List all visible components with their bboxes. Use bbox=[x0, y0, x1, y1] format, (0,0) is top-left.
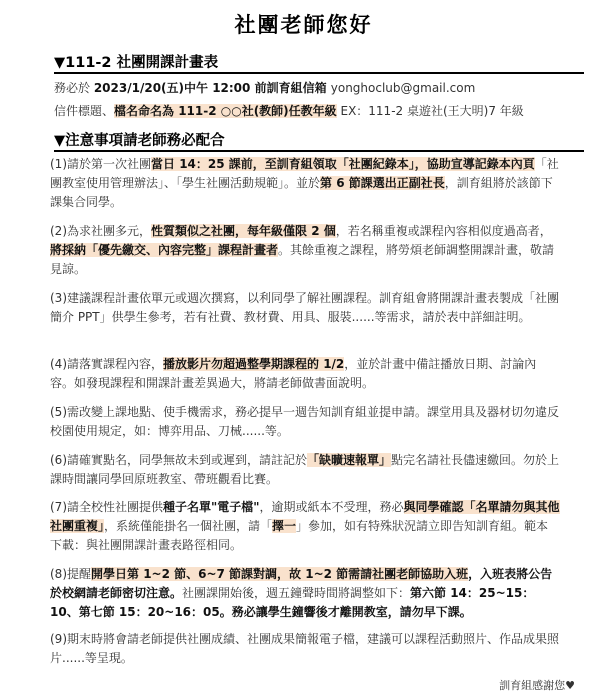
highlighted-text: 「缺曠速報單」 bbox=[307, 453, 392, 467]
note-text bbox=[50, 291, 559, 324]
note-item bbox=[50, 222, 560, 279]
bold-text: 種子名單"電子檔" bbox=[163, 500, 260, 514]
highlighted-text: 性質類似之社團，每年級僅限 2 個 bbox=[151, 224, 336, 238]
subject-example: EX：111-2 桌遊社(王大明)7 年級 bbox=[336, 104, 524, 118]
note-segment: 「社團教室使用管理辦法」、「學生社團活動規範」。並於 bbox=[50, 157, 559, 190]
highlighted-text: 當日 14：25 課前，至訓育組領取「社團紀錄本」，協助宣導記錄本內頁 bbox=[151, 157, 535, 171]
note-item bbox=[50, 565, 560, 622]
note-segment: 」參加，如有特殊狀況請立即告知訓育組。範本下載：與社團開課計畫表路徑相同。 bbox=[50, 519, 549, 552]
note-item bbox=[50, 630, 560, 668]
note-segment: ，系統僅能掛名一個社團，請「 bbox=[104, 519, 273, 533]
deadline-middle: 前訓育組信箱 bbox=[250, 81, 331, 95]
subject-naming-rule: 檔名命名為 111-2 ○○社(教師)任教年級 bbox=[114, 104, 337, 118]
note-text bbox=[50, 157, 559, 209]
email-address: yonghoclub@gmail.com bbox=[330, 81, 476, 95]
highlighted-text: 擇一 bbox=[272, 519, 297, 533]
section-heading-notes: ▼注意事項請老師務必配合 bbox=[54, 133, 225, 149]
deadline-date: 2023/1/20(五)中午 12:00 bbox=[93, 81, 251, 95]
note-segment: 請全校性社團提供 bbox=[67, 500, 164, 514]
note-item bbox=[50, 355, 560, 393]
closing-thanks: 訓育組感謝您♥ bbox=[499, 679, 575, 692]
note-segment: ，逾期或紙本不受理，務必 bbox=[259, 500, 404, 514]
page-title: 社團老師您好 bbox=[234, 13, 373, 37]
note-segment: ，訓育組將於該節下課集合同學。 bbox=[50, 176, 553, 209]
highlighted-text: 第 6 節課選出正副社長 bbox=[320, 176, 445, 190]
note-number: (6) bbox=[50, 453, 67, 467]
note-segment: 請於第一次社團 bbox=[67, 157, 152, 171]
section-divider bbox=[54, 72, 584, 74]
note-number: (8) bbox=[50, 567, 67, 581]
note-item bbox=[50, 289, 560, 327]
subject-line bbox=[54, 102, 524, 120]
note-number: (5) bbox=[50, 405, 67, 419]
note-number: (1) bbox=[50, 157, 67, 171]
note-number: (4) bbox=[50, 357, 67, 371]
note-segment: 需改變上課地點、使手機需求，務必提早一週告知訓育組並提申請。課堂用具及器材切勿違反校園使用規定，如：博弈用品、刀械......等。 bbox=[50, 405, 560, 438]
note-segment: 期末時將會請老師提供社團成績、社團成果簡報電子檔，建議可以課程活動照片、作品成果照片......等呈現。 bbox=[50, 632, 560, 665]
note-segment: 點完名請社長儘速繳回。勿於上課時間讓同學回原班教室、帶班觀看比賽。 bbox=[50, 453, 560, 486]
note-segment: 請落實課程內容， bbox=[67, 357, 164, 371]
note-item bbox=[50, 498, 560, 555]
note-segment: 。其餘重複之課程，將勞煩老師調整開課計畫，敬請見諒。 bbox=[50, 243, 555, 276]
note-number: (7) bbox=[50, 500, 67, 514]
note-segment: 建議課程計畫依單元或週次撰寫，以利同學了解社團課程。訓育組會將開課計畫表製成「社團簡介 PPT」供學生參考，若有社費、教材費、用具、服裝......等需求，請於表中詳細註明。 bbox=[50, 291, 560, 324]
note-segment: 社團課開始後，週五鐘聲時間將調整如下： bbox=[182, 586, 411, 600]
note-number: (2) bbox=[50, 224, 67, 238]
note-item bbox=[50, 451, 560, 489]
section-divider bbox=[54, 150, 584, 152]
bold-text: ，入班表將公告於校網請老師密切注意。 bbox=[50, 567, 553, 600]
note-item bbox=[50, 155, 560, 212]
subject-prefix: 信件標題、 bbox=[54, 104, 115, 118]
deadline-prefix: 務必於 bbox=[54, 81, 94, 95]
note-text bbox=[50, 500, 560, 552]
note-text bbox=[50, 405, 559, 438]
section-heading-plan: ▼111-2 社團開課計畫表 bbox=[54, 55, 219, 71]
note-text bbox=[50, 567, 552, 619]
highlighted-text: 開學日第 1~2 節、6~7 節課對調，故 1~2 節需請社團老師協助入班 bbox=[91, 567, 469, 581]
note-number: (3) bbox=[50, 291, 67, 305]
note-segment: ，若名稱重複或課程內容相似度過高者， bbox=[335, 224, 552, 238]
note-segment: 請確實點名，同學無故未到或遲到，請註記於 bbox=[67, 453, 308, 467]
deadline-line bbox=[54, 79, 475, 97]
highlighted-text: 播放影片勿超過整學期課程的 1/2 bbox=[163, 357, 345, 371]
note-segment: 為求社團多元， bbox=[67, 224, 152, 238]
note-item bbox=[50, 403, 560, 441]
highlighted-text: 與同學確認「名單請勿與其他社團重複」 bbox=[50, 500, 560, 533]
note-text bbox=[50, 453, 559, 486]
bold-text: 第六節 14：25~15：10、第七節 15：20~16：05。務必讓學生鐘響後才離開教室，請勿早下課。 bbox=[50, 586, 535, 619]
note-text bbox=[50, 632, 559, 665]
note-segment: ，並於計畫中備註播放日期、討論內容。如發現課程和開課計畫差異過大，將請老師做書面說明。 bbox=[50, 357, 537, 390]
note-number: (9) bbox=[50, 632, 67, 646]
note-text bbox=[50, 357, 536, 390]
note-text bbox=[50, 224, 554, 276]
highlighted-text: 將採納「優先繳交、內容完整」課程計畫者 bbox=[50, 243, 279, 257]
note-segment: 提醒 bbox=[67, 567, 92, 581]
